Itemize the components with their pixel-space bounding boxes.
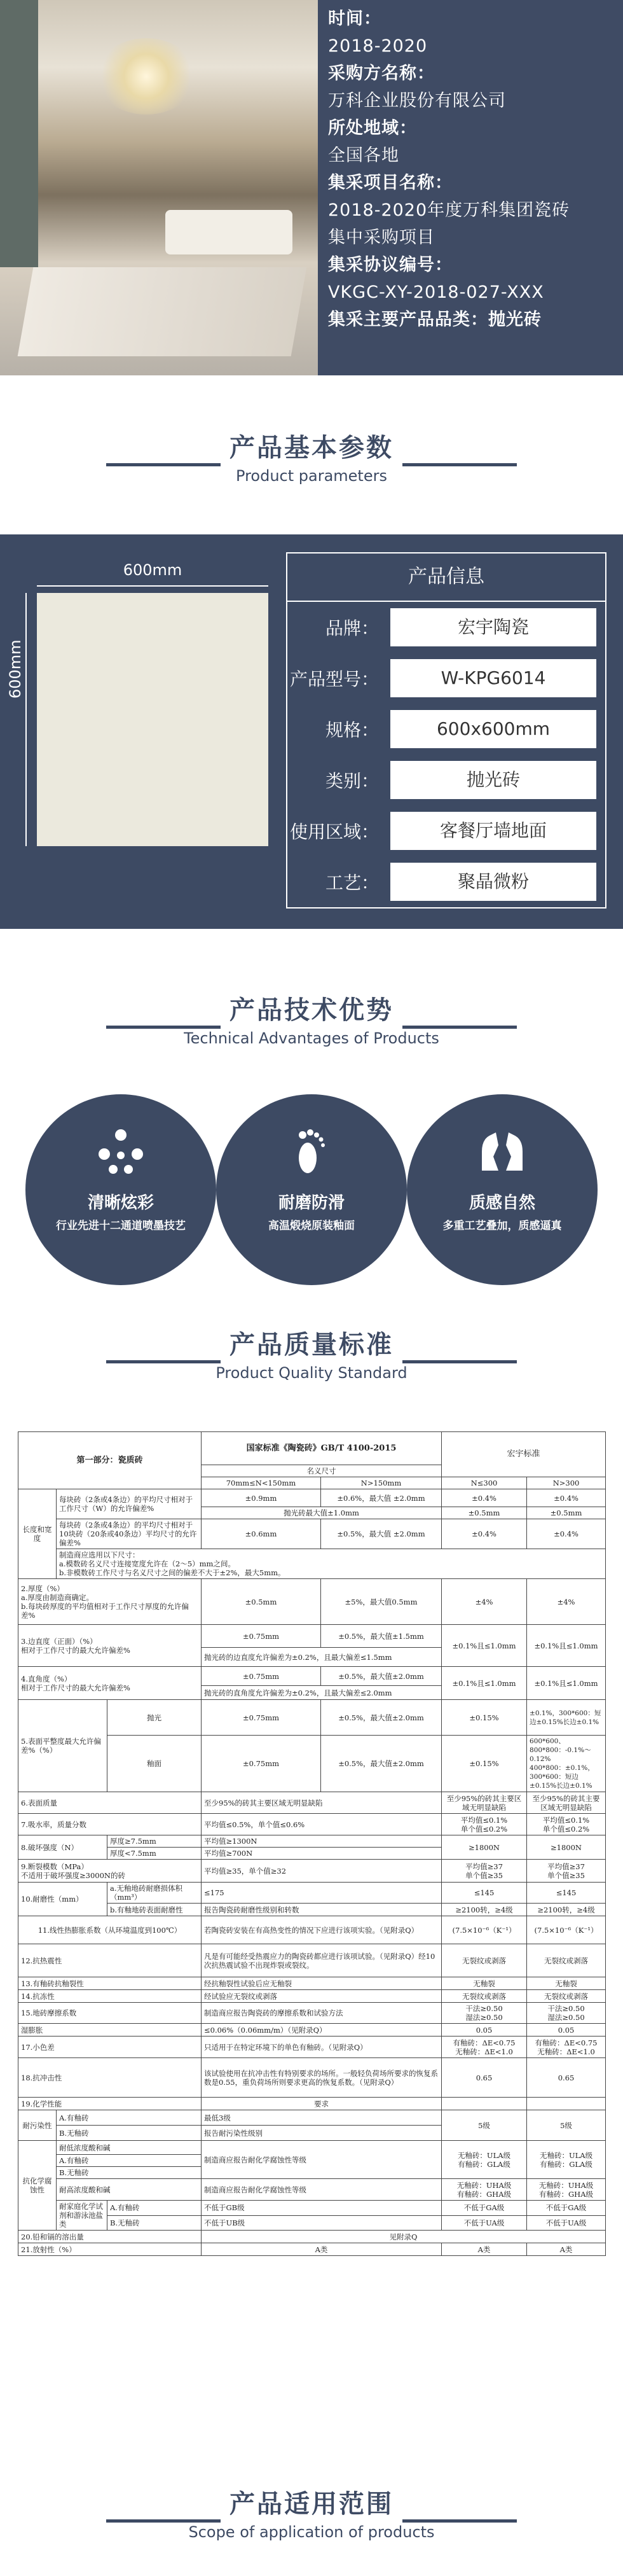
- table-cell: ±0.75mm: [202, 1736, 321, 1792]
- table-cell: A.有釉砖: [57, 2110, 202, 2126]
- table-cell: 耐高浓度酸和碱: [57, 2179, 202, 2201]
- info-key: 品牌：: [325, 618, 379, 639]
- table-cell: ±0.4%: [442, 1489, 527, 1507]
- table-cell: 无裂纹或剥落: [442, 1944, 527, 1977]
- table-cell: 13.有釉砖抗釉裂性: [18, 1977, 202, 1990]
- table-cell: ±0.5mm: [442, 1507, 527, 1519]
- table-cell: 釉面: [107, 1736, 202, 1792]
- sofa-shape: [165, 210, 292, 254]
- table-cell: ±0.1%，300*600：短边±0.15%长边±0.1%: [527, 1700, 606, 1736]
- table-cell: 至少95%的砖其主要区域无明显缺陷: [202, 1792, 442, 1814]
- table-cell: ≤145: [442, 1883, 527, 1904]
- table-cell: 耐低浓度酸和碱: [57, 2141, 202, 2155]
- table-cell: 平均值≤0.1% 单个值≤0.2%: [442, 1814, 527, 1835]
- info-value: W-KPG6014: [390, 659, 596, 697]
- table-cell: 耐家庭化学试剂和游泳池盐类: [57, 2201, 107, 2231]
- table-cell: ±0.75mm: [202, 1625, 321, 1648]
- table-cell: 制造商应报告陶瓷砖的摩擦系数和试验方法: [202, 2003, 442, 2024]
- table-cell: ±0.6mm: [202, 1519, 321, 1549]
- table-cell: ≤0.06%（0.06mm/m）（见附录Q）: [202, 2024, 442, 2036]
- table-cell: 5级: [442, 2110, 527, 2141]
- table-cell: 0.65: [442, 2058, 527, 2098]
- info-value: 600x600mm: [390, 710, 596, 748]
- table-cell: ±0.1%且≤1.0mm: [527, 1625, 606, 1667]
- table-cell: ±0.1%且≤1.0mm: [442, 1625, 527, 1667]
- info-key: 工艺：: [325, 872, 379, 893]
- info-value: 万科企业股份有限公司: [328, 91, 506, 111]
- color-dots-icon: [95, 1126, 146, 1177]
- table-cell: ±0.5%，最大值±1.5mm: [321, 1625, 442, 1648]
- table-cell: ±0.15%: [442, 1736, 527, 1792]
- table-cell: 无釉砖：ULA级 有釉砖：GLA级: [527, 2141, 606, 2179]
- table-cell: 平均值≤0.1% 单个值≤0.2%: [527, 1814, 606, 1835]
- table-cell: 平均值≥35，单个值≥32: [202, 1860, 442, 1883]
- table-header: 国家标准《陶瓷砖》GB/T 4100-2015: [202, 1432, 442, 1465]
- living-room-photo: [0, 0, 318, 375]
- table-cell: 干法≥0.50 湿法≥0.50: [442, 2003, 527, 2024]
- floor-shape: [18, 267, 307, 356]
- table-cell: 11.线性热膨胀系数（从环境温度到100℃）: [18, 1916, 202, 1944]
- table-cell: 5.表面平整度最大允许偏差%（%）: [18, 1700, 107, 1792]
- info-label: 时间：: [328, 9, 381, 29]
- table-cell: 耐污染性: [18, 2110, 57, 2141]
- table-cell: (7.5×10⁻⁶（K⁻¹）: [442, 1916, 527, 1944]
- info-key: 产品型号：: [289, 669, 379, 690]
- product-info-row: [287, 805, 605, 856]
- table-cell: 无裂纹或剥落: [527, 1944, 606, 1977]
- hands-icon: [477, 1126, 528, 1177]
- product-info-row: [287, 704, 605, 755]
- table-cell: ±0.75mm: [202, 1700, 321, 1736]
- table-cell: 17.小色差: [18, 2036, 202, 2058]
- table-cell: 每块砖（2条或4条边）的平均尺寸相对于10块砖（20条或40条边）平均尺寸的允许偏差%: [57, 1519, 202, 1549]
- width-dimension-line: [37, 585, 268, 587]
- product-info-row: [287, 602, 605, 653]
- table-cell: 6.表面质量: [18, 1792, 202, 1814]
- tile-width-label: 600mm: [123, 561, 182, 579]
- table-cell: 抛光砖的直角度允许偏差为±0.2%，且最大偏差≤2.0mm: [202, 1686, 442, 1700]
- table-cell: 见附录Q: [202, 2231, 606, 2243]
- table-cell: 若陶瓷砖安装在有高热变性的情况下应进行该项实验。（见附录Q）: [202, 1916, 442, 1944]
- table-cell: 12.抗热震性: [18, 1944, 202, 1977]
- section-title-cn: 产品质量标准: [229, 1330, 394, 1360]
- table-header: N>300: [527, 1477, 606, 1489]
- section-title-params: [0, 430, 623, 485]
- table-cell: 不低于UA级: [527, 2215, 606, 2231]
- table-cell: ±0.4%: [527, 1519, 606, 1549]
- advantage-subtitle: 多重工艺叠加，质感逼真: [442, 1220, 562, 1232]
- table-cell: 制造商应报告耐化学腐蚀性等级: [202, 2141, 442, 2179]
- info-key: 类别：: [325, 770, 379, 791]
- table-cell: 有釉砖：ΔE<0.75 无釉砖：ΔE<1.0: [442, 2036, 527, 2058]
- section-title-en: Technical Advantages of Products: [184, 1029, 439, 1047]
- table-cell: 7.吸水率，质量分数: [18, 1814, 202, 1835]
- table-cell: 无釉裂: [527, 1977, 606, 1990]
- table-cell: 不低于UB级: [202, 2215, 442, 2231]
- table-cell: 厚度≥7.5mm: [107, 1835, 202, 1848]
- info-value: 客餐厅墙地面: [390, 812, 596, 850]
- table-cell: 每块砖（2条或4条边）的平均尺寸相对于工作尺寸（W）的允许偏差%: [57, 1489, 202, 1519]
- table-cell: ±0.15%: [442, 1700, 527, 1736]
- table-cell: 只适用于在特定环境下的单色有釉砖。（见附录Q）: [202, 2036, 442, 2058]
- table-cell: ±0.1%且≤1.0mm: [527, 1667, 606, 1700]
- section-title-en: Product parameters: [236, 467, 387, 485]
- table-cell: 10.耐磨性（mm）: [18, 1883, 107, 1916]
- table-cell: 长度和宽度: [18, 1489, 57, 1579]
- table-header: 宏宇标准: [442, 1432, 606, 1477]
- table-cell: 不低于GB级: [202, 2201, 442, 2216]
- table-cell: 0.05: [527, 2024, 606, 2036]
- table-cell: 制造商应报告耐化学腐蚀性等级: [202, 2179, 442, 2201]
- table-cell: 无裂纹或剥落: [527, 1990, 606, 2003]
- hero-banner: [0, 0, 623, 375]
- table-cell: 凡是有可能经受热震应力的陶瓷砖都应进行该项试验。（见附录Q）经10次抗热震试验不出现炸裂或裂纹。: [202, 1944, 442, 1977]
- section-title-quality: [0, 1327, 623, 1382]
- tile-height-label: 600mm: [6, 639, 24, 699]
- table-cell: 干法≥0.50 湿法≥0.50: [527, 2003, 606, 2024]
- table-cell: ≥2100转，≥4级: [442, 1904, 527, 1916]
- table-cell: 无釉裂: [442, 1977, 527, 1990]
- table-cell: 报告陶瓷砖耐磨性级别和转数: [202, 1904, 442, 1916]
- table-cell: 不低于UA级: [442, 2215, 527, 2231]
- table-cell: 0.05: [442, 2024, 527, 2036]
- product-params-panel: [0, 534, 623, 929]
- section-title-advantages: [0, 992, 623, 1047]
- table-header: N≤300: [442, 1477, 527, 1489]
- info-value: 抛光砖: [390, 761, 596, 799]
- table-cell: 经试验应无裂纹或剥落: [202, 1990, 442, 2003]
- table-cell: ±4%: [527, 1579, 606, 1625]
- advantage-subtitle: 行业先进十二通道喷墨技艺: [56, 1220, 186, 1232]
- table-cell: A类: [442, 2243, 527, 2256]
- product-info-title: 产品信息: [287, 553, 605, 602]
- table-cell: 不低于GA级: [442, 2201, 527, 2216]
- table-cell: 抗化学腐蚀性: [18, 2141, 57, 2231]
- section-title-en: Product Quality Standard: [216, 1364, 407, 1382]
- table-cell: 18.抗冲击性: [18, 2058, 202, 2098]
- table-cell: 5级: [527, 2110, 606, 2141]
- table-cell: A类: [527, 2243, 606, 2256]
- tile-swatch: [37, 593, 268, 846]
- table-cell: 0.65: [527, 2058, 606, 2098]
- height-dimension-line: [25, 593, 27, 846]
- table-cell: 无釉砖：UHA级 有釉砖：GHA级: [442, 2179, 527, 2201]
- info-value: 2018-2020: [328, 36, 428, 56]
- table-cell: ±5%，最大值0.5mm: [321, 1579, 442, 1625]
- table-cell: A类: [202, 2243, 442, 2256]
- product-info-table: [286, 552, 606, 909]
- table-cell: 要求: [202, 2098, 442, 2110]
- section-title-cn: 产品适用范围: [229, 2489, 394, 2519]
- table-cell: 该试验使用在抗冲击性有特别要求的场所。一般轻负荷场所要求的恢复系数是0.55，重负荷场所则要求更高的恢复系数。（见附录Q）: [202, 2058, 442, 2098]
- info-value: 全国各地: [328, 146, 399, 165]
- info-value: 2018-2020年度万科集团瓷砖: [328, 200, 570, 220]
- table-cell: 3.边直度（正面）（%） 相对于工作尺寸的最大允许偏差%: [18, 1625, 202, 1667]
- table-cell: ±0.1%且≤1.0mm: [442, 1667, 527, 1700]
- table-cell: ±0.9mm: [202, 1489, 321, 1507]
- table-cell: ±0.4%: [527, 1489, 606, 1507]
- table-cell: ≤175: [202, 1883, 442, 1904]
- table-cell: ±0.6%，最大值 ±2.0mm: [321, 1489, 442, 1507]
- table-cell: 平均值≥37 单个值≥35: [442, 1860, 527, 1883]
- info-label: 集采项目名称：: [328, 173, 453, 193]
- table-cell: 不低于GA级: [527, 2201, 606, 2216]
- table-cell: ±0.5mm: [527, 1507, 606, 1519]
- info-value: VKGC-XY-2018-027-XXX: [328, 282, 544, 302]
- table-cell: 无釉砖：UHA级 有釉砖：GHA级: [527, 2179, 606, 2201]
- table-header: 名义尺寸: [202, 1465, 442, 1477]
- table-cell: 15.地砖摩擦系数: [18, 2003, 202, 2024]
- quality-standard-table: [18, 1431, 606, 2256]
- table-header: 70mm≤N<150mm: [202, 1477, 321, 1489]
- table-cell: A.有釉砖: [107, 2201, 202, 2216]
- info-label: 所处地域：: [328, 118, 417, 138]
- info-value: 宏宇陶瓷: [390, 608, 596, 646]
- table-cell: 无釉砖：ULA级 有釉砖：GLA级: [442, 2141, 527, 2179]
- product-info-row: [287, 856, 605, 907]
- table-cell: ±0.5%，最大值±2.0mm: [321, 1700, 442, 1736]
- table-cell: 抛光砖的边直度允许偏差为±0.2%，且最大偏差≤1.5mm: [202, 1648, 442, 1667]
- table-cell: 600*600、800*800：-0.1%～0.12% 400*800：±0.1%，300*600：短边±0.15%长边±0.1%: [527, 1736, 606, 1792]
- table-cell: ≥1800N: [527, 1835, 606, 1860]
- tile-preview: [6, 552, 278, 909]
- table-cell: 最低3级: [202, 2110, 442, 2126]
- table-cell: 有釉砖：ΔE<0.75 无釉砖：ΔE<1.0: [527, 2036, 606, 2058]
- curtain-shape: [0, 0, 38, 267]
- table-cell: 20.铅和镉的溶出量: [18, 2231, 202, 2243]
- info-value: 聚晶微粉: [390, 863, 596, 901]
- table-cell: 制造商应选用以下尺寸： a.模数砖名义尺寸连接宽度允许在（2～5）mm之间。 b.非模数砖工作尺寸与名义尺寸之间的偏差不大于±2%，最大5mm。: [57, 1549, 606, 1579]
- table-cell: b.有釉地砖表面耐磨性: [107, 1904, 202, 1916]
- advantage-title: 清晰炫彩: [87, 1194, 154, 1213]
- table-cell: 报告耐污染性级别: [202, 2126, 442, 2141]
- info-key: 使用区域：: [289, 821, 379, 842]
- info-value: 集中采购项目: [328, 228, 435, 247]
- table-cell: B.无釉砖: [57, 2126, 202, 2141]
- table-cell: B.无釉砖: [57, 2167, 202, 2179]
- product-info-row: [287, 653, 605, 704]
- table-cell: 至少95%的砖其主要区域无明显缺陷: [442, 1792, 527, 1814]
- table-cell: ±0.4%: [442, 1519, 527, 1549]
- section-title-cn: 产品基本参数: [229, 433, 394, 463]
- table-cell: 平均值≥37 单个值≥35: [527, 1860, 606, 1883]
- table-cell: 4.直角度（%） 相对于工作尺寸的最大允许偏差%: [18, 1667, 202, 1700]
- table-cell: 19.化学性能: [18, 2098, 202, 2110]
- table-cell: 湿膨胀: [18, 2024, 202, 2036]
- table-cell: ±0.5%，最大值±2.0mm: [321, 1736, 442, 1792]
- section-title-en: Scope of application of products: [188, 2523, 435, 2541]
- table-cell: A.有釉砖: [57, 2155, 202, 2167]
- table-cell: 21.放射性（%）: [18, 2243, 202, 2256]
- table-cell: 8.破坏强度（N）: [18, 1835, 107, 1860]
- table-cell: ±0.75mm: [202, 1667, 321, 1686]
- table-header: N>150mm: [321, 1477, 442, 1489]
- table-cell: 平均值≥1300N: [202, 1835, 442, 1848]
- table-cell: 无裂纹或剥落: [442, 1990, 527, 2003]
- table-cell: ±0.5%，最大值 ±2.0mm: [321, 1519, 442, 1549]
- section-title-cn: 产品技术优势: [229, 996, 394, 1025]
- table-cell: ≥2100转，≥4级: [527, 1904, 606, 1916]
- table-cell: 厚度<7.5mm: [107, 1848, 202, 1860]
- table-cell: 平均值≥700N: [202, 1848, 442, 1860]
- table-cell: ±0.5mm: [202, 1579, 321, 1625]
- table-header: 第一部分：瓷质砖: [18, 1432, 202, 1489]
- table-cell: ±0.5%，最大值±2.0mm: [321, 1667, 442, 1686]
- table-cell: 2.厚度（%） a.厚度由制造商确定。 b.每块砖厚度的平均值相对于工作尺寸厚度的允许偏差%: [18, 1579, 202, 1625]
- info-label: 采购方名称：: [328, 64, 435, 83]
- advantage-item: [25, 1094, 216, 1285]
- advantage-title: 耐磨防滑: [278, 1194, 345, 1213]
- product-info-row: [287, 755, 605, 805]
- table-cell: ≥1800N: [442, 1835, 527, 1860]
- info-key: 规格：: [325, 720, 379, 741]
- table-cell: B.无釉砖: [107, 2215, 202, 2231]
- table-cell: ±4%: [442, 1579, 527, 1625]
- table-cell: ≤145: [527, 1883, 606, 1904]
- advantages-row: [0, 1094, 623, 1298]
- section-title-scope: [0, 2486, 623, 2541]
- advantage-item: [407, 1094, 598, 1285]
- table-cell: a.无釉地砖耐磨损体积（mm³）: [107, 1883, 202, 1904]
- advantage-item: [216, 1094, 407, 1285]
- table-cell: (7.5×10⁻⁶（K⁻¹）: [527, 1916, 606, 1944]
- table-cell: 抛光砖最大值±1.0mm: [202, 1507, 442, 1519]
- table-cell: 9.断裂模数（MPa） 不适用于破坏强度≥3000N的砖: [18, 1860, 202, 1883]
- table-cell: 抛光: [107, 1700, 202, 1736]
- table-cell: 经抗釉裂性试验后应无釉裂: [202, 1977, 442, 1990]
- advantage-subtitle: 高温煅烧原装釉面: [268, 1220, 355, 1232]
- advantage-title: 质感自然: [469, 1194, 535, 1213]
- table-cell: 平均值≤0.5%，单个值≤0.6%: [202, 1814, 442, 1835]
- info-label: 集采协议编号：: [328, 255, 453, 275]
- info-label: 集采主要产品品类：抛光砖: [328, 310, 542, 330]
- footprint-icon: [286, 1126, 337, 1177]
- table-cell: 至少95%的砖其主要区域无明显缺陷: [527, 1792, 606, 1814]
- table-cell: 14.抗冻性: [18, 1990, 202, 2003]
- project-info-text: [328, 5, 620, 333]
- chandelier-shape: [95, 38, 197, 115]
